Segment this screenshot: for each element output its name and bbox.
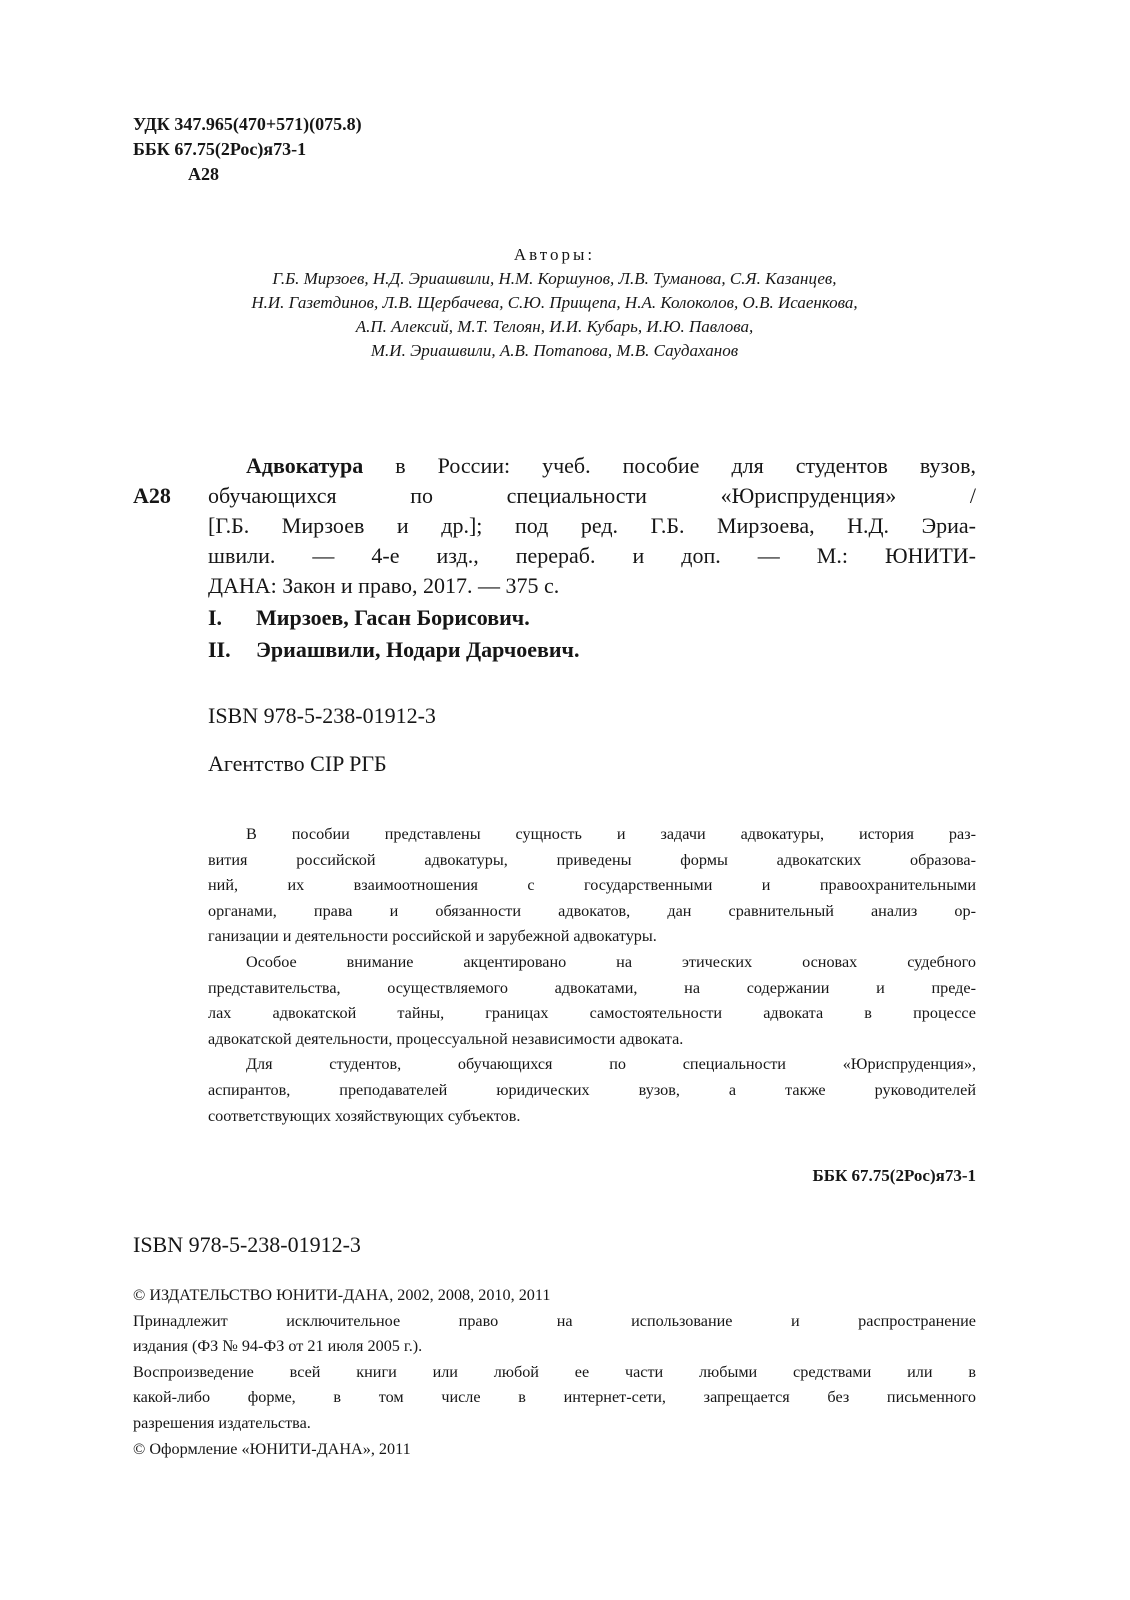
record-title-rest: в России: учеб. пособие для студентов вузов, (363, 453, 976, 478)
authors-line: Н.И. Газетдинов, Л.В. Щербачева, С.Ю. Прищепа, Н.А. Колоколов, О.В. Исаенкова, (251, 293, 858, 312)
index-name: Мирзоев, Гасан Борисович. (256, 605, 530, 630)
authors-line: А.П. Алексий, М.Т. Телоян, И.И. Кубарь, И.Ю. Павлова, (355, 317, 754, 336)
record-title-word: Адвокатура (246, 453, 364, 478)
authors-line: Г.Б. Мирзоев, Н.Д. Эриашвили, Н.М. Коршунов, Л.В. Туманова, С.Я. Казанцев, (272, 269, 837, 288)
record-line: обучающихся по специальности «Юриспруденция» / (208, 483, 976, 508)
abstract-line: В пособии представлены сущность и задачи адвокатуры, история раз- (246, 825, 976, 843)
isbn: ISBN 978-5-238-01912-3 (208, 703, 436, 728)
bbk-code: ББК 67.75(2Рос)я73-1 (133, 139, 307, 159)
classification-codes (133, 112, 362, 187)
abstract-line: Для студентов, обучающихся по специальности «Юриспруденция», (246, 1055, 976, 1074)
copyright-line: издания (ФЗ № 94-ФЗ от 21 июля 2005 г.). (133, 1337, 423, 1356)
copyright-line: © ИЗДАТЕЛЬСТВО ЮНИТИ-ДАНА, 2002, 2008, 2010, 2011 (133, 1286, 551, 1304)
abstract-line: лах адвокатской тайны, границах самостоятельности адвоката в процессе (208, 1004, 976, 1023)
index-numeral: I. (208, 605, 223, 630)
copyright-line: какой-либо форме, в том числе в интернет-сети, запрещается без письменного (133, 1388, 976, 1407)
copyright-line: разрешения издательства. (133, 1413, 311, 1432)
copyright-block (133, 1283, 976, 1462)
authors-label: Авторы: (513, 245, 596, 264)
bbk-code-right: ББК 67.75(2Рос)я73-1 (812, 1166, 976, 1185)
authors-list (133, 267, 976, 363)
authors-line: М.И. Эриашвили, А.В. Потапова, М.В. Саудаханов (370, 341, 739, 360)
record-author-mark: А28 (133, 483, 171, 508)
copyright-line: Принадлежит исключительное право на использование и распространение (133, 1311, 976, 1330)
index-entry (208, 603, 976, 633)
isbn-footer: ISBN 978-5-238-01912-3 (133, 1232, 361, 1257)
index-entry (208, 635, 976, 665)
record-line: ДАНА: Закон и право, 2017. — 375 с. (208, 573, 560, 598)
cip-agency: Агентство CIP РГБ (208, 751, 387, 776)
authors-block (133, 243, 976, 363)
abstract (208, 822, 976, 1129)
abstract-line: соответствующих хозяйствующих субъектов. (208, 1106, 521, 1125)
abstract-line: адвокатской деятельности, процессуальной независимости адвоката. (208, 1029, 684, 1048)
abstract-line: аспирантов, преподавателей юридических вузов, а также руководителей (208, 1080, 976, 1099)
abstract-line: Особое внимание акцентировано на этических основах судебного (246, 952, 976, 971)
abstract-line: органами, права и обязанности адвокатов, дан сравнительный анализ ор- (208, 901, 976, 920)
index-numeral: II. (208, 637, 231, 662)
udk-code: УДК 347.965(470+571)(075.8) (133, 114, 362, 134)
bibliographic-record (208, 451, 976, 665)
record-line: [Г.Б. Мирзоев и др.]; под ред. Г.Б. Мирзоева, Н.Д. Эриа- (208, 513, 976, 538)
index-name: Эриашвили, Нодари Дарчоевич. (256, 637, 580, 662)
abstract-line: ний, их взаимоотношения с государственными и правоохранительными (208, 876, 976, 895)
record-title-line (208, 451, 976, 481)
record-line: швили. — 4-е изд., перераб. и доп. — М.: ЮНИТИ- (208, 543, 976, 568)
author-mark: А28 (188, 164, 219, 184)
copyright-line: © Оформление «ЮНИТИ-ДАНА», 2011 (133, 1439, 411, 1458)
abstract-line: представительства, осуществляемого адвокатами, на содержании и преде- (208, 978, 976, 997)
copyright-line: Воспроизведение всей книги или любой ее части любыми средствами или в (133, 1362, 976, 1381)
abstract-line: ганизации и деятельности российской и зарубежной адвокатуры. (208, 927, 657, 946)
abstract-line: вития российской адвокатуры, приведены формы адвокатских образова- (208, 850, 976, 869)
